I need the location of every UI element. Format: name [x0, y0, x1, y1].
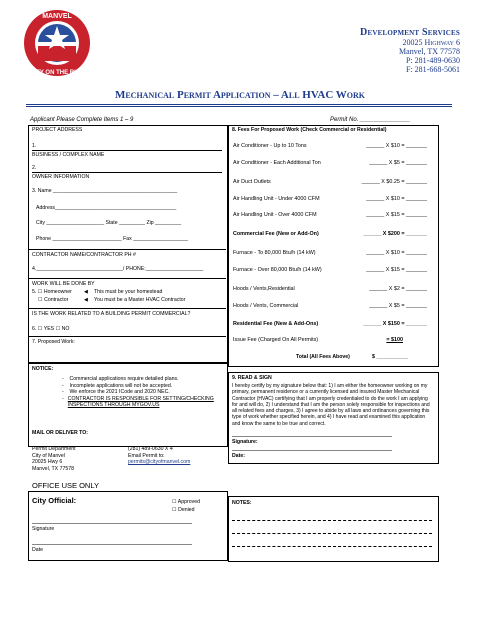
- contact-info: (281) 489-0630 X 4 Email Permit to: permits@cityofmanvel.com: [128, 446, 191, 465]
- fee-row: Hoods / Vents, Commercial ______ X $5 = _______: [233, 303, 427, 309]
- city-official-label: City Official:: [32, 496, 77, 505]
- title-rule-2: [26, 106, 452, 107]
- svg-text:CITY ON THE RISE: CITY ON THE RISE: [30, 70, 84, 76]
- item1-field[interactable]: 1.: [32, 143, 222, 151]
- page-title: Mechanical Permit Application – All HVAC Work: [114, 89, 366, 101]
- svg-text:MANVEL: MANVEL: [42, 13, 72, 20]
- contractor-label: CONTRACTOR NAME/CONTRACTOR PH #: [32, 252, 136, 258]
- notes-box: [228, 496, 439, 562]
- fee-row: Furnace - To 80,000 Btu/h (14 kW) ______ X $10 = _______: [233, 250, 427, 256]
- fee-amount-field[interactable]: ______ X $200 = _______: [363, 231, 427, 237]
- business-label: BUSINESS / COMPLEX NAME: [32, 152, 105, 158]
- owner-name-field[interactable]: 3. Name ___________________________________________: [32, 188, 178, 194]
- divider: [28, 278, 226, 279]
- fee-row: Air Duct Outlets ______ X $0.25 = _______: [233, 179, 427, 185]
- fee-amount-field[interactable]: ______ X $15 = _______: [366, 212, 427, 218]
- owner-address-field[interactable]: Address__________________________________________: [36, 205, 177, 211]
- fee-amount-field[interactable]: ______ X $0.25 = _______: [361, 179, 427, 185]
- total-label: Total (All Fees Above): [296, 354, 350, 360]
- q6-label: IS THE WORK RELATED TO A BUILDING PERMIT COMMERCIAL?: [32, 311, 191, 317]
- homeowner-checkbox[interactable]: 5. ☐ Homeowner: [32, 289, 72, 295]
- notes-line[interactable]: [232, 533, 432, 534]
- notes-line[interactable]: [232, 520, 432, 521]
- fee-amount-field[interactable]: ______ X $15 = _______: [366, 267, 427, 273]
- applicant-note: Applicant Please Complete Items 1 – 9: [30, 117, 134, 123]
- notice-list: [62, 376, 222, 409]
- contractor-checkbox[interactable]: ☐ Contractor: [38, 297, 69, 303]
- fee-amount-field[interactable]: ______ X $10 = _______: [366, 196, 427, 202]
- sign-title: 9. READ & SIGN: [232, 375, 272, 381]
- notes-label: NOTES:: [232, 500, 252, 506]
- approved-checkbox[interactable]: ☐ Approved: [172, 499, 201, 505]
- fee-amount-field[interactable]: ______ X $5 = _______: [369, 160, 427, 166]
- title-rule: [26, 104, 452, 105]
- fee-row: Air Handling Unit - Under 4000 CFM ______ X $10 = _______: [233, 196, 427, 202]
- arrow-icon: ◀: [84, 289, 88, 295]
- contractor-note: You must be a Master HVAC Contractor: [94, 297, 186, 303]
- sign-date-label: Date:: [232, 453, 245, 459]
- signature-label: Signature: [32, 526, 55, 532]
- sign-text: I hereby certify by my signature below that: 1) I am either the homeowner working on my primary, permanent residence or a currently licensed and insured Master Mechanical Contractor (HVAC) certifying that I am properly credentialed to do the work I am applying for and will do, 2) I understand that I am the person solely responsible for inspections and all related fees and charges, 3) I agree to abide by all laws and ordinances governing this type of work whether specified herein, and 4) I have read and examined this application and know the same to be true and correct.: [232, 383, 430, 427]
- denied-checkbox[interactable]: ☐ Denied: [172, 507, 195, 513]
- notice-item: - CONTRACTOR IS RESPONSIBLE FOR SETTING/CHECKING INSPECTIONS THROUGH MYGOV.US: [62, 395, 214, 408]
- dept-title: Development Services: [360, 27, 460, 38]
- sign-date-line: [232, 450, 392, 451]
- fee-amount-field[interactable]: ______ X $10 = _______: [366, 143, 427, 149]
- homeowner-note: This must be your homestead: [94, 289, 163, 295]
- city-seal: [22, 8, 92, 78]
- divider: [28, 249, 226, 250]
- owner-phone-field[interactable]: Phone ________________________ Fax ___________________: [36, 236, 189, 242]
- divider: [28, 308, 226, 309]
- mail-address: Permit Department City of Manvel 20025 Hwy 6 Manvel, TX 77578: [32, 446, 76, 472]
- dept-phone: P: 281-489-0630: [406, 56, 460, 65]
- notes-line[interactable]: [232, 546, 432, 547]
- dept-fax: F: 281-668-5061: [406, 65, 460, 74]
- work-done-label: WORK WILL BE DONE BY: [32, 281, 95, 287]
- fee-row: Issue Fee (Charged On All Permits) = $100: [233, 337, 403, 343]
- fee-row: Air Conditioner - Each Additional Ton ______ X $5 = _______: [233, 160, 427, 166]
- office-use-title: OFFICE USE ONLY: [32, 481, 99, 490]
- project-address-label: PROJECT ADDRESS: [32, 127, 83, 133]
- fee-row: Hoods / Vents,Residential ______ X $2 = _______: [233, 286, 427, 292]
- fee-amount-field[interactable]: ______ X $2 = _______: [369, 286, 427, 292]
- proposed-work-label: 7. Proposed Work:: [32, 339, 75, 345]
- fee-row: Furnace - Over 80,000 Btu/h (14 kW) ______ X $15 = _______: [233, 267, 427, 273]
- fee-amount-field[interactable]: ______ X $5 = _______: [369, 303, 427, 309]
- fee-row: Air Handling Unit - Over 4000 CFM ______ X $15 = _______: [233, 212, 427, 218]
- fee-row: Residential Fee (New & Add-Ons) ______ X $150 = _______: [233, 321, 427, 327]
- owner-info-label: OWNER INFORMATION: [32, 174, 90, 180]
- email-link[interactable]: permits@cityofmanvel.com: [128, 459, 191, 465]
- divider: [28, 336, 226, 337]
- notice-title: NOTICE:: [32, 366, 54, 372]
- owner-city-field[interactable]: City ____________________ State _________ Zip _________: [36, 220, 182, 226]
- issue-fee-amount: = $100: [386, 337, 403, 343]
- sign-signature-line: [232, 436, 392, 437]
- notice-item: - Commercial applications require detailed plans.: [62, 376, 179, 382]
- notice-item: - Incomplete applications will not be accepted.: [62, 382, 173, 389]
- signature-line: [32, 523, 192, 524]
- item2-field[interactable]: 2.: [32, 165, 222, 173]
- date-label: Date: [32, 547, 43, 553]
- permit-no[interactable]: Permit No. _______________: [330, 117, 411, 123]
- dept-address2: Manvel, TX 77578: [399, 47, 460, 56]
- fee-row: Air Conditioner - Up to 10 Tons ______ X $10 = _______: [233, 143, 427, 149]
- fee-amount-field[interactable]: ______ X $150 = _______: [363, 321, 427, 327]
- fees-title: 8. Fees For Proposed Work (Check Commercial or Residential): [232, 127, 387, 133]
- fee-row: Commercial Fee (New or Add-On) ______ X $200 = _______: [233, 231, 427, 237]
- contractor-field[interactable]: 4.______________________________/ PHONE:____________________: [32, 266, 204, 272]
- dept-address1: 20025 Highway 6: [402, 38, 460, 47]
- arrow-icon: ◀: [84, 297, 88, 303]
- total-field[interactable]: $ ___________: [372, 354, 409, 360]
- mail-title: MAIL OR DELIVER TO:: [32, 430, 89, 436]
- notice-item: - We enforce the 2021 ICode and 2020 NEC.: [62, 389, 170, 395]
- sign-signature-label: Signature:: [232, 439, 258, 445]
- fee-amount-field[interactable]: ______ X $10 = _______: [366, 250, 427, 256]
- date-line: [32, 544, 192, 545]
- q6-options[interactable]: 6. ☐ YES ☐ NO: [32, 326, 70, 332]
